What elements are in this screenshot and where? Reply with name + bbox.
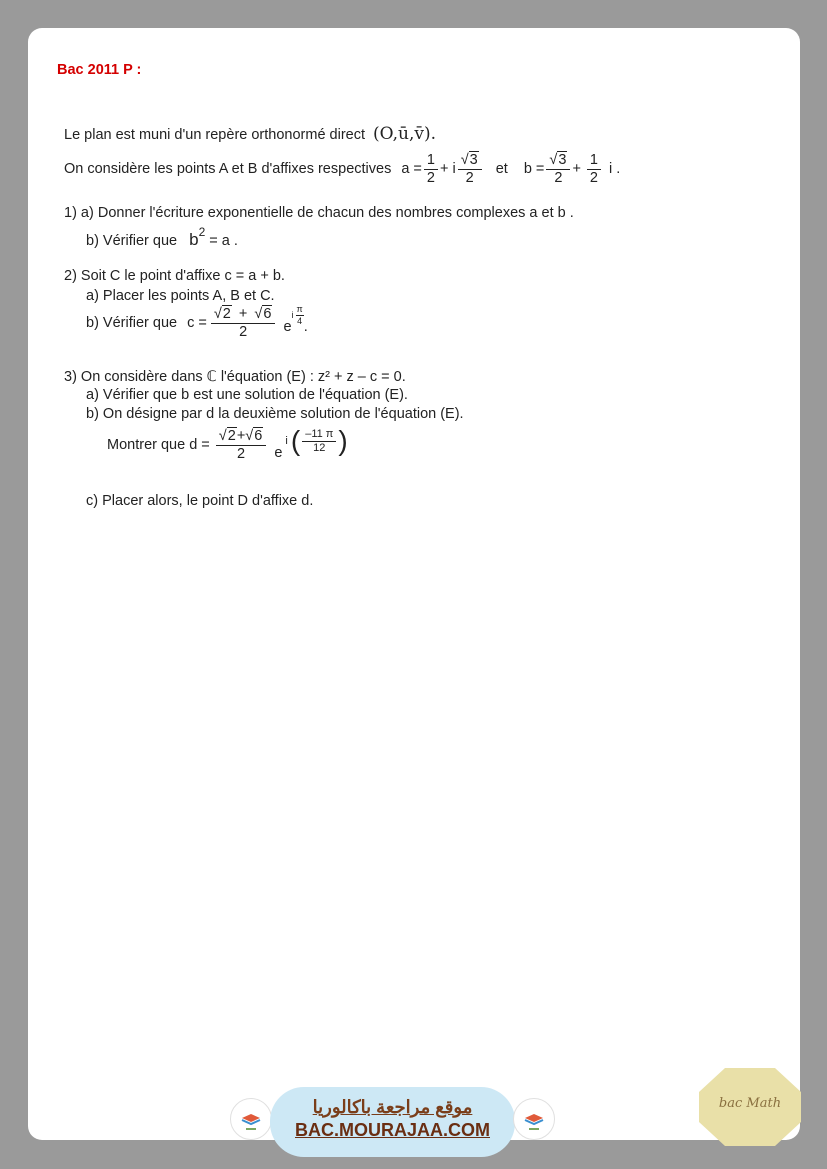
q2b-exponent	[292, 304, 304, 326]
q3b-plus: +	[236, 428, 246, 444]
et-word: et	[495, 161, 508, 178]
question-3b-formula	[107, 425, 348, 462]
a-sqrt: √3	[460, 152, 478, 168]
question-3b: b) On désigne par d la deuxième solution de l'équation (E).	[86, 406, 464, 422]
intro-math: (O,ū,v̄).	[373, 124, 437, 144]
q2b-exp-den: 4	[297, 315, 303, 326]
q2b-sqrt-1: √2	[213, 306, 231, 322]
b-den: 2	[554, 169, 563, 186]
q3b-fraction	[216, 428, 267, 462]
q2b-den: 2	[239, 323, 248, 340]
q1b-base: b	[189, 230, 199, 249]
b-lhs: b =	[523, 161, 545, 178]
q1b-text: b) Vérifier que	[86, 233, 178, 249]
q3b-sqrt-2: √6	[245, 428, 263, 444]
question-3a: a) Vérifier que b est une solution de l'équation (E).	[86, 387, 408, 403]
q2b-exp-num: π	[296, 304, 303, 315]
b-plus: +	[572, 161, 581, 178]
question-2-title: 2) Soit C le point d'affixe c = a + b.	[64, 268, 285, 284]
right-logo	[513, 1098, 555, 1140]
points-text: On considère les points A et B d'affixes respectives	[64, 161, 392, 178]
intro-text: Le plan est muni d'un repère orthonormé direct	[64, 127, 365, 143]
question-1a: 1) a) Donner l'écriture exponentielle de chacun des nombres complexes a et b .	[64, 205, 574, 221]
bac-math-badge	[697, 1066, 803, 1148]
q2b-lhs: c =	[187, 315, 207, 332]
intro-line	[64, 124, 436, 144]
footer-banner[interactable]	[270, 1087, 515, 1157]
page-title: Bac 2011 P :	[57, 62, 142, 78]
b-i: i .	[608, 161, 621, 178]
points-line	[64, 152, 620, 186]
q1b-exp: 2	[198, 225, 206, 239]
q3b-exponent: i ( $\frac{-11 \pi}{12}$ )	[285, 425, 348, 457]
question-3-title: 3) On considère dans ℂ l'équation (E) : z² + z – c = 0.	[64, 369, 406, 385]
q1b-rhs: = a .	[209, 233, 238, 249]
question-1b	[86, 225, 238, 250]
b-fraction-1	[546, 152, 570, 186]
question-3c: c) Placer alors, le point D d'affixe d.	[86, 493, 314, 509]
q2b-e: e	[283, 319, 292, 336]
badge-label: bac Math	[718, 1096, 782, 1111]
a-fraction-2	[458, 152, 482, 186]
q3b-exp-num: –11 π	[302, 428, 336, 442]
book-icon	[514, 1099, 554, 1139]
book-icon	[231, 1099, 271, 1139]
q2b-fraction	[211, 306, 276, 340]
q3b-den: 2	[237, 445, 246, 462]
b-fraction-2	[587, 152, 601, 186]
q3b-e: e	[274, 445, 283, 462]
footer-url-link[interactable]: BAC.MOURAJAA.COM	[295, 1120, 490, 1140]
q2b-text: b) Vérifier que	[86, 315, 178, 332]
a-plus-i: + i	[439, 161, 456, 178]
b-sqrt: √3	[549, 152, 567, 168]
q3b-show: Montrer que d =	[107, 437, 210, 454]
b-den2: 2	[589, 169, 598, 186]
left-logo	[230, 1098, 272, 1140]
a-den2: 2	[465, 169, 474, 186]
a-frac-num: 1	[424, 152, 438, 170]
a-frac-den: 2	[426, 169, 435, 186]
a-lhs: a =	[401, 161, 422, 178]
q2b-end: .	[303, 319, 308, 336]
q2b-exp-i: i	[291, 310, 294, 321]
q3b-exp-den: 12	[313, 441, 326, 454]
q3b-sqrt-1: √2	[218, 428, 236, 444]
page	[28, 28, 800, 1140]
question-2a: a) Placer les points A, B et C.	[86, 288, 275, 304]
a-fraction-1	[424, 152, 438, 186]
footer-arabic-link[interactable]: موقع مراجعة باكالوريا	[312, 1097, 473, 1117]
q3b-exp-i: i	[285, 435, 288, 448]
q2b-plus: +	[238, 306, 248, 322]
question-2b	[86, 306, 308, 340]
q2b-sqrt-2: √6	[254, 306, 272, 322]
b-num2: 1	[587, 152, 601, 170]
